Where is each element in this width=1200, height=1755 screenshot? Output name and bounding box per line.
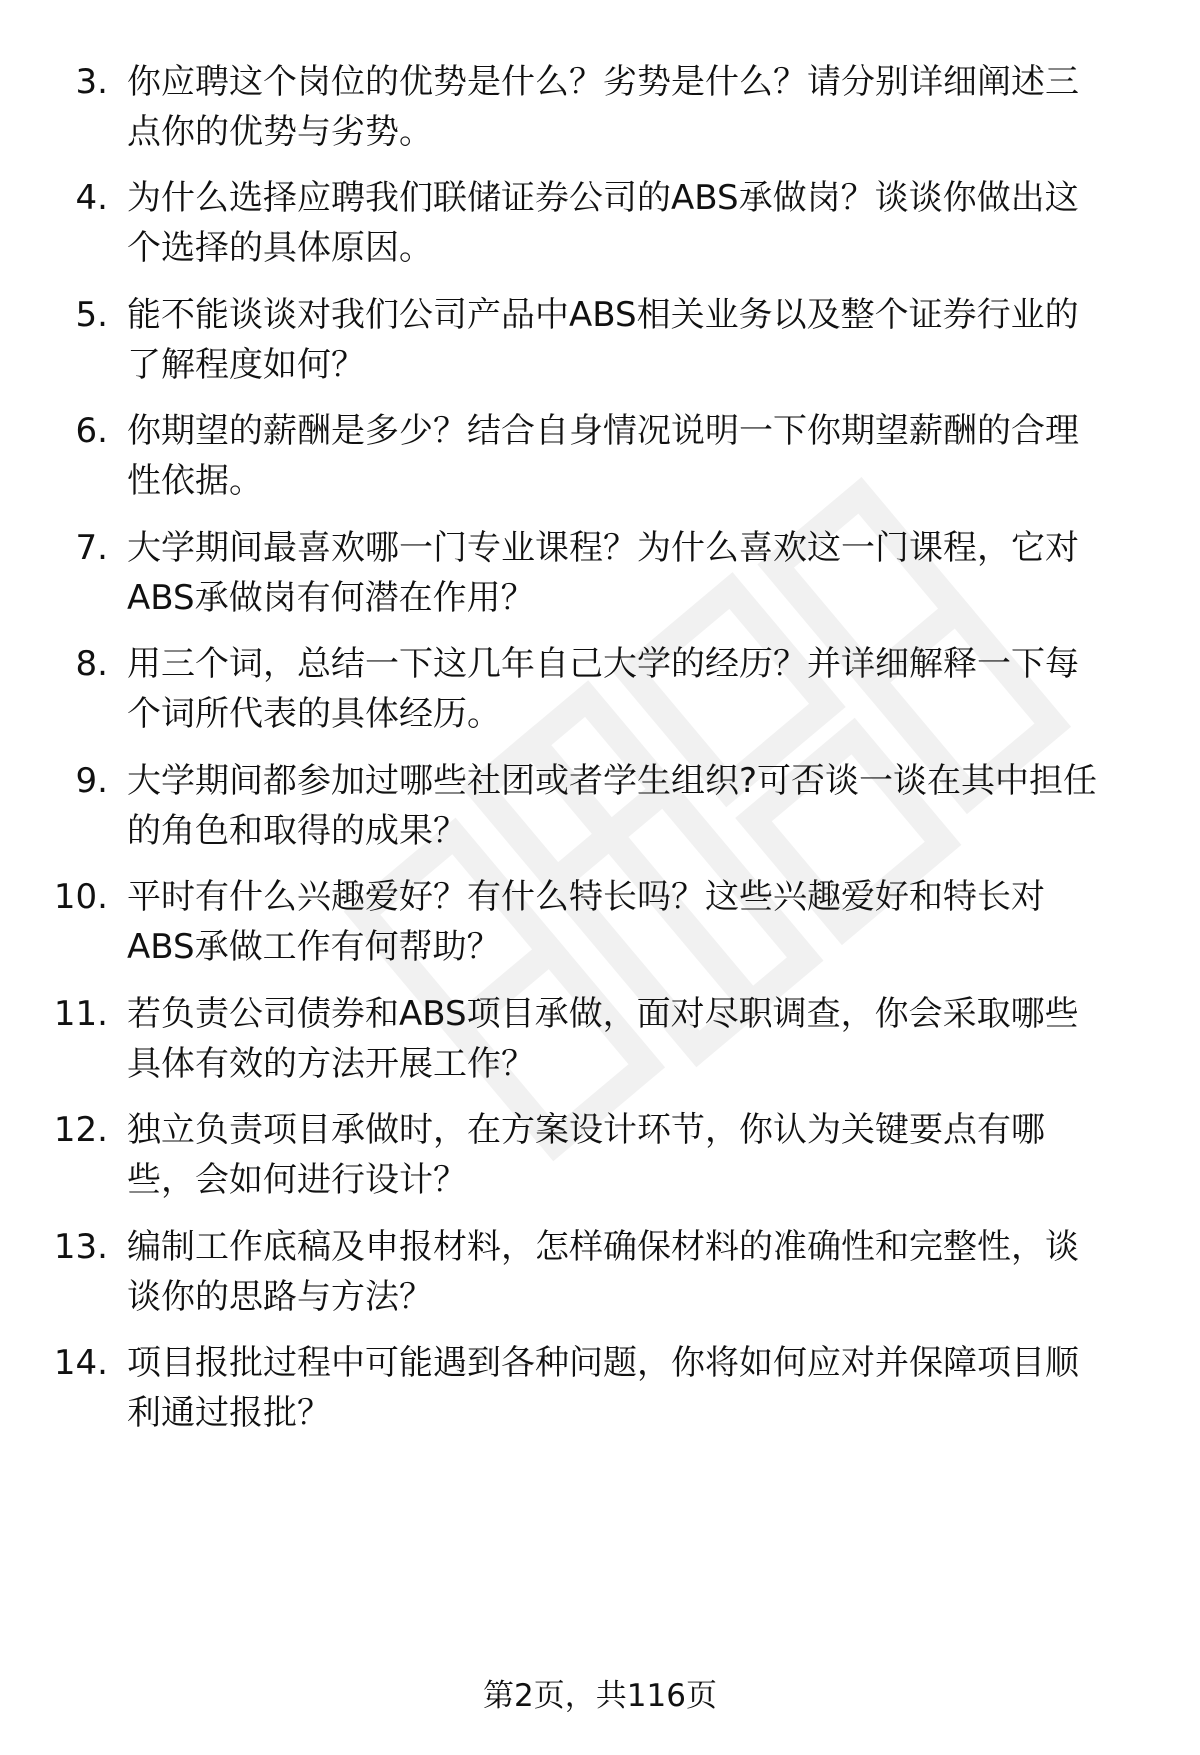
- question-item: [0, 172, 1200, 272]
- question-text-line: 谈你的思路与方法？: [127, 1277, 433, 1317]
- question-item: [0, 638, 1200, 738]
- question-text-line: ABS承做岗有何潜在作用？: [127, 578, 535, 618]
- question-text-line: 平时有什么兴趣爱好？有什么特长吗？这些兴趣爱好和特长对: [127, 877, 1045, 917]
- question-item: [0, 56, 1200, 156]
- question-number: 3.: [75, 62, 108, 102]
- question-item: [0, 1221, 1200, 1321]
- question-text-line: 你应聘这个岗位的优势是什么？劣势是什么？请分别详细阐述三: [127, 62, 1079, 102]
- question-text-line: 的角色和取得的成果？: [127, 811, 467, 851]
- question-number: 12.: [53, 1110, 108, 1150]
- question-item: [0, 522, 1200, 622]
- question-item: [0, 289, 1200, 389]
- question-text-line: 能不能谈谈对我们公司产品中ABS相关业务以及整个证券行业的: [127, 295, 1079, 335]
- question-number: 4.: [75, 178, 108, 218]
- page-indicator: 第2页，共116页: [483, 1678, 717, 1714]
- question-number: 14.: [53, 1343, 108, 1383]
- question-text-line: 利通过报批？: [127, 1393, 331, 1433]
- question-item: [0, 1104, 1200, 1204]
- question-text-line: 你期望的薪酬是多少？结合自身情况说明一下你期望薪酬的合理: [127, 411, 1079, 451]
- question-number: 10.: [53, 877, 108, 917]
- question-text-line: 了解程度如何？: [127, 345, 365, 385]
- question-item: [0, 988, 1200, 1088]
- question-text-line: 编制工作底稿及申报材料，怎样确保材料的准确性和完整性，谈: [127, 1227, 1079, 1267]
- question-text-line: 性依据。: [127, 461, 263, 501]
- question-item: [0, 405, 1200, 505]
- question-text-line: 用三个词，总结一下这几年自己大学的经历？并详细解释一下每: [127, 644, 1079, 684]
- question-number: 8.: [75, 644, 108, 684]
- question-text-line: 个词所代表的具体经历。: [127, 694, 501, 734]
- question-text-line: 个选择的具体原因。: [127, 228, 433, 268]
- question-number: 9.: [75, 761, 108, 801]
- question-text-line: ABS承做工作有何帮助？: [127, 927, 501, 967]
- question-text-line: 独立负责项目承做时，在方案设计环节，你认为关键要点有哪: [127, 1110, 1045, 1150]
- question-text-line: 大学期间最喜欢哪一门专业课程？为什么喜欢这一门课程，它对: [127, 528, 1079, 568]
- question-number: 6.: [75, 411, 108, 451]
- question-number: 5.: [75, 295, 108, 335]
- question-number: 13.: [53, 1227, 108, 1267]
- question-number: 7.: [75, 528, 108, 568]
- question-text-line: 若负责公司债券和ABS项目承做，面对尽职调查，你会采取哪些: [127, 994, 1079, 1034]
- question-item: [0, 755, 1200, 855]
- question-text-line: 点你的优势与劣势。: [127, 112, 433, 152]
- question-text-line: 大学期间都参加过哪些社团或者学生组织?可否谈一谈在其中担任: [127, 761, 1098, 801]
- question-text-line: 些，会如何进行设计？: [127, 1160, 467, 1200]
- question-text-line: 项目报批过程中可能遇到各种问题，你将如何应对并保障项目顺: [127, 1343, 1079, 1383]
- question-item: [0, 871, 1200, 971]
- question-text-line: 具体有效的方法开展工作？: [127, 1044, 535, 1084]
- question-item: [0, 1337, 1200, 1437]
- question-text-line: 为什么选择应聘我们联储证券公司的ABS承做岗？谈谈你做出这: [127, 178, 1079, 218]
- question-number: 11.: [53, 994, 108, 1034]
